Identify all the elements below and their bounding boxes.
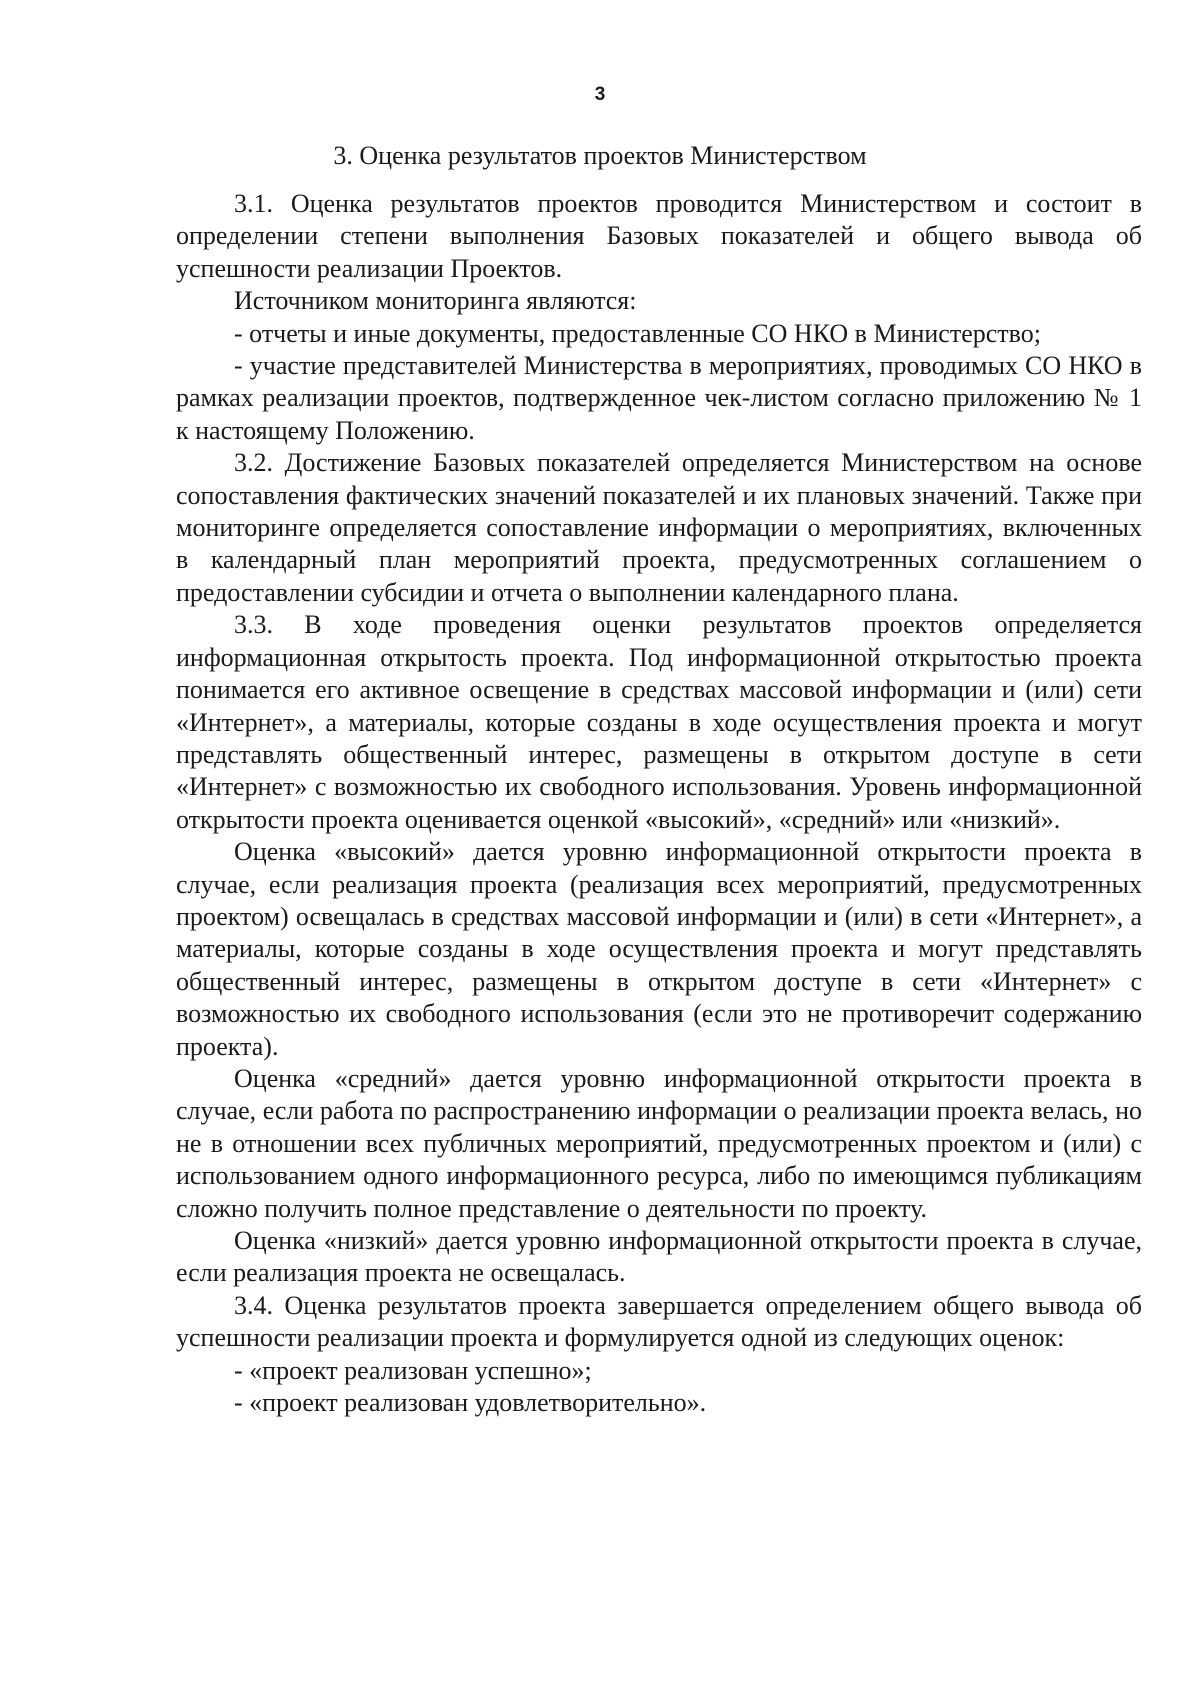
paragraph-3-4: 3.4. Оценка результатов проекта завершается определением общего вывода об успешности реализации проекта и формулируется одной из следующих оценок: xyxy=(176,1290,1142,1353)
paragraph-3-2: 3.2. Достижение Базовых показателей определяется Министерством на основе сопоставления фактических значений показателей и их плановых значений. Также при мониторинге определяется сопоставление информации о мероприятиях, включенных в календарный план мероприятий проекта, предусмотренных соглашением о предоставлении субсидии и отчета о выполнении календарного плана. xyxy=(176,448,1142,607)
section-body xyxy=(176,188,1142,1419)
paragraph-3-3: 3.3. В ходе проведения оценки результатов проектов определяется информационная открытость проекта. Под информационной открытостью проекта понимается его активное освещение в средствах массовой информации и (или) сети «Интернет», а материалы, которые созданы в ходе осуществления проекта и могут представлять общественный интерес, размещены в открытом доступе в сети «Интернет» с возможностью их свободного использования. Уровень информационной открытости проекта оценивается оценкой «высокий», «средний» или «низкий». xyxy=(176,610,1142,834)
paragraph-monitoring-source: Источником мониторинга являются: xyxy=(234,286,637,316)
paragraph-rating-high: Оценка «высокий» дается уровню информационной открытости проекта в случае, если реализация проекта (реализация всех мероприятий, предусмотренных проектом) освещалась в средствах массовой информации и (или) в сети «Интернет», а материалы, которые созданы в ходе осуществления проекта и могут представлять общественный интерес, размещены в открытом доступе в сети «Интернет» с возможностью их свободного использования (если это не противоречит содержанию проекта). xyxy=(176,837,1142,1061)
list-item-reports: - отчеты и иные документы, предоставленные СО НКО в Министерство; xyxy=(234,318,1041,348)
paragraph-rating-medium: Оценка «средний» дается уровню информационной открытости проекта в случае, если работа по распространению информации о реализации проекта велась, но не в отношении всех публичных мероприятий, предусмотренных проектом и (или) с использованием одного информационного ресурса, либо по имеющимся публикациям сложно получить полное представление о деятельности по проекту. xyxy=(176,1063,1142,1223)
section-title: 3. Оценка результатов проектов Министерством xyxy=(333,141,867,170)
paragraph-rating-low: Оценка «низкий» дается уровню информационной открытости проекта в случае, если реализация проекта не освещалась. xyxy=(176,1226,1142,1288)
page-number: 3 xyxy=(594,84,606,105)
paragraph-3-1: 3.1. Оценка результатов проектов проводится Министерством и состоит в определении степени выполнения Базовых показателей и общего вывода об успешности реализации Проектов. xyxy=(176,189,1142,283)
list-item-participation: - участие представителей Министерства в мероприятиях, проводимых СО НКО в рамках реализации проектов, подтвержденное чек-листом согласно приложению № 1 к настоящему Положению. xyxy=(176,351,1142,445)
list-item-satisfactory: - «проект реализован удовлетворительно». xyxy=(234,1388,707,1418)
list-item-success: - «проект реализован успешно»; xyxy=(234,1355,592,1385)
